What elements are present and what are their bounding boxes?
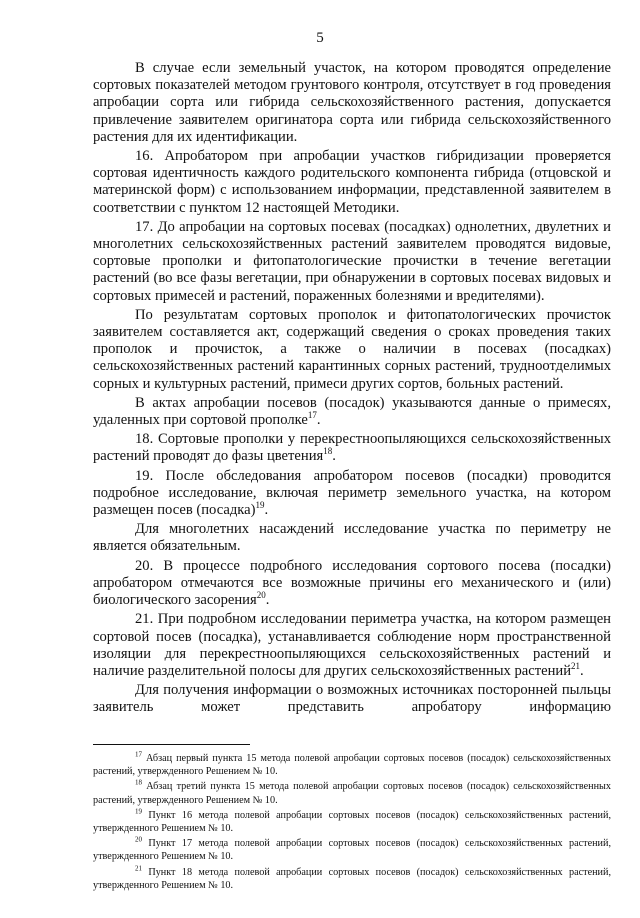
paragraph-tail: . <box>264 502 269 519</box>
paragraph-tail: . <box>265 592 270 609</box>
footnote-17 <box>93 752 611 778</box>
paragraph-text: 19. После обследования апробатором посевов (посадки) проводится подробное исследование, включая периметр земельного участка, на котором размещен посев (посадка) <box>93 467 611 519</box>
footnote-21 <box>93 866 611 892</box>
paragraph-21 <box>93 611 611 680</box>
paragraph-19 <box>93 468 611 520</box>
footnote-ref: 20 <box>256 590 266 601</box>
footnote-text: Пункт 16 метода полевой апробации сортовых посевов (посадок) сельскохозяйственных растений, утвержденного Решением № 10. <box>93 809 611 835</box>
footnote-number: 19 <box>135 807 142 816</box>
paragraph-18 <box>93 431 611 465</box>
footnote-ref: 18 <box>323 446 333 457</box>
footnote-number: 21 <box>135 864 142 873</box>
page-number: 5 <box>316 30 324 46</box>
footnote-19 <box>93 809 611 835</box>
footnote-20 <box>93 837 611 863</box>
paragraph-pollen-info: Для получения информации о возможных источниках посторонней пыльцы заявитель может представить апробатору информацию <box>93 682 611 716</box>
paragraph-text: В актах апробации посевов (посадок) указываются данные о примесях, удаленных при сортовой прополке <box>93 394 611 429</box>
footnote-18 <box>93 780 611 806</box>
paragraph-17: 17. До апробации на сортовых посевах (посадках) однолетних, двулетних и многолетних сельскохозяйственных растений заявителем проводятся видовые, сортовые прополки и фитопатологические прочистки в течение вегетации растений (во все фазы вегетации, при обнаружении в сортовых посевах видовых и сортовых примесей и растений, пораженных болезнями и вредителями). <box>93 218 611 304</box>
paragraph-approbation-acts <box>93 395 611 429</box>
paragraph-text: 21. При подробном исследовании периметра участка, на котором размещен сортовой посев (посадка), устанавливается соблюдение норм пространственной изоляции для перекрестноопыляющихся сельскохозяйственных растений и наличие разделительной полосы для других сельскохозяйственных растений <box>93 611 611 679</box>
footnote-ref: 19 <box>255 500 265 511</box>
body-text <box>93 60 611 719</box>
paragraph-text: 18. Сортовые прополки у перекрестноопыляющихся сельскохозяйственных растений проводят до фазы цветения <box>93 431 611 465</box>
paragraph-grunt-control: В случае если земельный участок, на котором проводятся определение сортовых показателей методом грунтового контроля, отсутствует в год проведения апробации сорта или гибрида сельскохозяйственного растения, допускается привлечение заявителем оригинатора сорта или гибрида сельскохозяйственного растения для их идентификации. <box>93 60 611 145</box>
paragraph-text: 20. В процессе подробного исследования сортового посева (посадки) апробатором отмечаются все возможные причины его механического и (или) биологического засорения <box>93 557 611 609</box>
paragraph-tail: . <box>580 662 584 679</box>
footnote-text: Пункт 18 метода полевой апробации сортовых посевов (посадок) сельскохозяйственных растений, утвержденного Решением № 10. <box>93 866 611 891</box>
footnote-text: Абзац первый пункта 15 метода полевой апробации сортовых посевов (посадок) сельскохозяйственных растений, утвержденного Решением № 10. <box>93 753 611 778</box>
footnote-number: 20 <box>135 835 142 844</box>
footnote-number: 18 <box>135 779 142 788</box>
paragraph-perennial: Для многолетних насаждений исследование участка по периметру не является обязательным. <box>93 521 611 555</box>
footnote-ref: 21 <box>571 661 581 672</box>
footnote-text: Абзац третий пункта 15 метода полевой апробации сортовых посевов (посадок) сельскохозяйственных растений, утвержденного Решением № 10. <box>93 781 611 806</box>
footnotes <box>93 752 611 894</box>
footnote-number: 17 <box>135 750 142 759</box>
paragraph-tail: . <box>332 448 336 465</box>
paragraph-weeding-act: По результатам сортовых прополок и фитопатологических прочисток заявителем составляется акт, содержащий сведения о сроках проведения таких прополок и прочисток, а также о наличии в посевах (посадках) сельскохозяйственных растений карантинных сорных растений, трудноотделимых сорных и культурных растений, примеси других сортов, больных растений. <box>93 306 611 392</box>
footnote-separator <box>93 744 250 745</box>
paragraph-tail: . <box>316 412 321 429</box>
paragraph-20 <box>93 558 611 610</box>
footnote-text: Пункт 17 метода полевой апробации сортовых посевов (посадок) сельскохозяйственных растений, утвержденного Решением № 10. <box>93 838 611 863</box>
footnote-ref: 17 <box>307 410 317 421</box>
paragraph-16: 16. Апробатором при апробации участков гибридизации проверяется сортовая идентичность каждого родительского компонента гибрида (отцовской и материнской форм) с использованием информации, представленной заявителем в соответствии с пунктом 12 настоящей Методики. <box>93 148 611 216</box>
